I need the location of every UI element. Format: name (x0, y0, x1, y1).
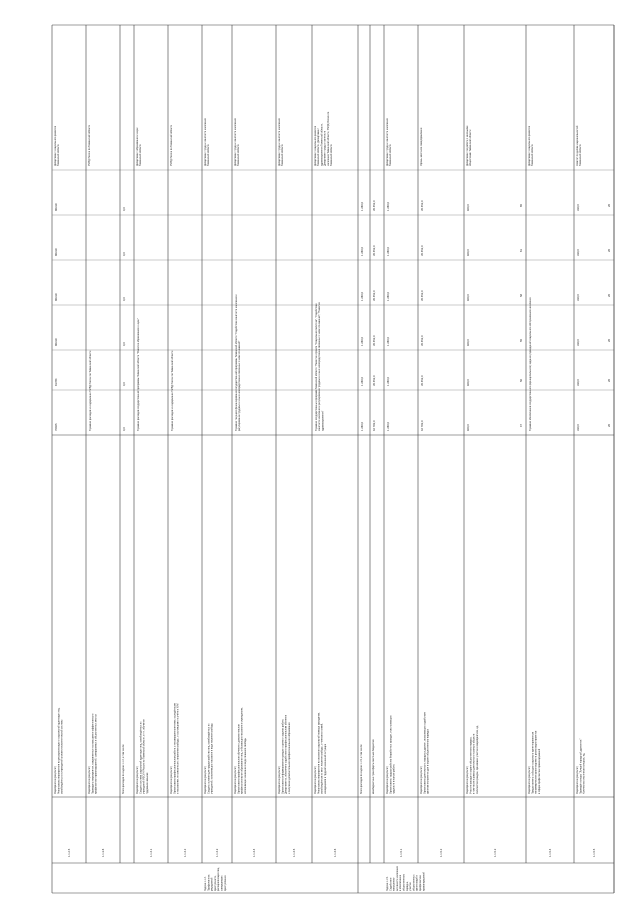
row-code: 1.1.2.5 (68, 848, 71, 857)
row-executor-line: Департамент социального развития (314, 125, 317, 166)
row-description-line: Организована профессиональная работа с несовершеннолетними, осуждёнными (173, 702, 177, 794)
row-description-line: профилактики правонарушений, совершаемых в общественных местах (94, 714, 98, 794)
row-description-line: Мероприятие (результат) (136, 766, 139, 794)
task-description-line: совершивших (220, 875, 224, 891)
row-executor-line: Департамент образования и науки (136, 127, 139, 166)
row-description-line: Мероприятие (результат) (170, 766, 173, 794)
row-description-line: Мероприятие (результат) (204, 766, 207, 794)
row-value: 86319 (55, 293, 58, 301)
row-code: 1.1.4.6 (334, 848, 337, 857)
row-value: 86319 (55, 203, 58, 211)
row-description-line: освобождённым из мест лишения свободы, и членам их семей, (320, 723, 324, 794)
row-span-text: В рамках расходов на содержание УМВД России по Тюменской области (171, 350, 174, 431)
row-code: 1.1.4.2 (184, 848, 187, 857)
row-value: 1 280,0 (361, 247, 364, 256)
row-count: 65 (520, 204, 523, 207)
row-description-line: Организовано информирование граждан о целях и задачах работы (281, 718, 285, 794)
row-count: 61 (520, 249, 523, 252)
row-executor-line: Тюменской области (281, 144, 285, 166)
row-value: 0,0 (123, 427, 126, 431)
row-description-line: Проведён конкурс "Лучший народный дружинник" (579, 738, 583, 794)
row-description-line: Мероприятие (результат) (234, 766, 237, 794)
row-description-line: Реализованы мероприятия по ресоциализации и социальной адаптации лиц, (57, 707, 61, 794)
row-executor-line: Тюменской области (389, 144, 393, 166)
task-description-line: Содействие (389, 877, 393, 891)
row-value: 1 280,0 (387, 202, 390, 211)
row-description-line: исполняющих наказание в виде лишения свободы (243, 737, 247, 794)
row-value: 86319 (55, 248, 58, 256)
row-description-line: Всего расходов по задаче 1.1.5, в том числе: (360, 744, 363, 794)
row-value: 0,0 (123, 382, 126, 386)
row-value: 81784 (55, 378, 58, 386)
row-value: 1 280,0 (361, 377, 364, 386)
row-value: 920,0 (467, 424, 470, 431)
row-description-line: Мероприятие (результат) (54, 766, 57, 794)
task-description-line: общественных (412, 874, 416, 891)
row-value: 0,0 (123, 297, 126, 301)
task-description-line: порядка, (405, 881, 409, 891)
row-value: 1 280,0 (361, 422, 364, 431)
row-count: 58 (520, 294, 523, 297)
row-code: 1.1.5.4 (549, 848, 552, 857)
row-span-text: В рамках расходов государственной программы Тюменской области "Развитие образования и науки" (137, 318, 140, 431)
row-value: 1 280,0 (387, 337, 390, 346)
row-description-line: Мероприятие (результат) (420, 766, 423, 794)
row-description-line: учреждений, исполняющих наказание в виде лишения свободы (210, 723, 214, 794)
row-value: 330,0 (577, 424, 580, 431)
row-executor-line: Тюменской области, Департамент (317, 128, 321, 166)
row-code: 1.1.5.3 (494, 848, 497, 857)
row-executor-line: Департамент труда и занятости населения (204, 118, 207, 166)
row-value: 1 280,0 (387, 377, 390, 386)
row-executor-line: УМВД России по Тюменской области (170, 124, 173, 166)
row-count: 50 (520, 379, 523, 382)
row-value: 330,0 (577, 294, 580, 301)
row-code: 1.1.4.3 (216, 848, 219, 857)
row-description-line: Реализованы мероприятия по оказанию социальной помощи гражданам, (317, 712, 321, 794)
row-executor-line: Комитет по делам национальностей (576, 125, 579, 166)
row-count: 55 (520, 339, 523, 342)
row-description-line: Департамента, обеспечено содействие в профессиональном обучении (284, 714, 288, 794)
row-value: 42 783,0 (373, 420, 376, 431)
row-value: 920,0 (467, 249, 470, 256)
row-executor-line: Департамент по работе с казачьими (466, 125, 469, 166)
task-description-line: преступления (223, 875, 227, 891)
row-description-line: Участие граждан в охране общественного порядка, (469, 736, 473, 794)
row-executor-line: Департамент труда и занятости населения (278, 118, 281, 166)
task-description-line: Задача 1.1.5. (386, 876, 389, 891)
row-code: 1.1.5.5 (593, 848, 596, 857)
row-description-line: освобождённых из учреждений уголовно-исполнительной системы (60, 719, 64, 794)
row-span-text: В рамках расходов на содержание УМВД России по Тюменской области (89, 350, 92, 431)
row-executor-line: обществами Тюменской области (469, 129, 473, 166)
row-executor-line: Департамент социального развития (528, 125, 531, 166)
row-executor-line: Тюменской области (579, 144, 583, 166)
row-count: 26 (608, 379, 611, 382)
row-executor-line: Тюменской области (330, 144, 333, 166)
row-value: 1 280,0 (361, 337, 364, 346)
task-description-line: Профилактика (207, 874, 211, 891)
row-value: 35 453,0 (373, 375, 376, 386)
row-description-line: Количество граждан, принявших участие в мероприятиях, ед. (475, 725, 479, 794)
row-description-line: в сфере профилактики правонарушений (537, 748, 541, 794)
row-code: 1.1.5.2 (440, 848, 443, 857)
row-description-line: профессиональное образование лиц, отбывающих наказание в учреждениях, (240, 707, 244, 794)
task-description-line: повышению (392, 877, 396, 891)
row-description-line: Организовано профессиональное обучение и дополнительное (237, 724, 241, 794)
task-description-line: правонарушений (422, 872, 426, 891)
row-description-line: находящимся в трудной жизненной ситуации (323, 743, 327, 794)
row-value: 0,0 (123, 342, 126, 346)
row-count: 47 (520, 424, 523, 427)
row-value: 86319 (55, 338, 58, 346)
row-value: 330,0 (577, 339, 580, 346)
row-value: 35 453,0 (421, 375, 424, 386)
row-count: 26 (608, 249, 611, 252)
task-description-line: участие (409, 882, 413, 891)
row-executor-line: Тюменской области (139, 144, 143, 166)
row-value: 35 453,0 (421, 290, 424, 301)
task-description-line: преступности, (213, 875, 217, 891)
row-description-line: в том числе в рамках деятельности казачьих обществ (472, 733, 476, 794)
row-executor-line: Тюменской области (237, 144, 241, 166)
row-description-line: органам внутренних дел в охране общественного порядка (426, 729, 430, 794)
row-description-line: Организована деятельность народных дружин, оказывающих содействие (423, 711, 427, 794)
row-value: 920,0 (467, 294, 470, 301)
row-description-line: Мероприятие (результат) (466, 766, 469, 794)
row-description-line: Предоставлены субсидии социально ориентированным (531, 731, 535, 794)
row-executor-line: Тюменской области (207, 144, 211, 166)
row-value: 1 280,0 (387, 422, 390, 431)
row-value: 330,0 (577, 204, 580, 211)
task-description-line: в обеспечении (399, 874, 403, 891)
row-value: 1 280,0 (387, 292, 390, 301)
row-value: 35 453,0 (421, 200, 424, 211)
row-description-line: учреждений УФСИН России по Тюменской области, в т.ч. обучение (142, 719, 146, 794)
row-description-line: Организованы трудоустройство безработных граждан, испытывающих (389, 715, 393, 794)
row-count: 26 (608, 424, 611, 427)
row-executor-line: Органы местного самоуправления (420, 127, 423, 166)
row-value: 70405 (55, 423, 58, 431)
row-value: 35 453,0 (373, 290, 376, 301)
row-value: 920,0 (467, 379, 470, 386)
row-description-line: Мероприятие (результат) (278, 766, 281, 794)
row-count: 26 (608, 204, 611, 207)
row-executor-line: Департамент труда и занятости (323, 130, 327, 166)
row-value: 920,0 (467, 339, 470, 346)
row-value: 35 453,0 (421, 335, 424, 346)
row-executor-line: Департамент социального развития (54, 125, 57, 166)
row-description-line: трудовым навыкам (145, 772, 149, 794)
row-description-line: межбюджетные трансферты местным бюджетам (372, 739, 375, 794)
row-executor-line: Департамент труда и занятости населения (234, 118, 237, 166)
row-description-line: Количество участников конкурса, ед. (582, 752, 586, 794)
row-description-line: к наказаниям, не связанным с лишением свободы, и состоящими на учёте в УИИ (176, 703, 180, 794)
row-value: 1 280,0 (361, 202, 364, 211)
task-description-line: Задача 1.1.4. (204, 876, 207, 891)
row-value: 42 783,0 (421, 420, 424, 431)
row-value: 920,0 (467, 204, 470, 211)
row-description-line: Созданы условия для трудоустройства лиц, освобождённых из (207, 723, 211, 794)
row-description-line: Мероприятие (результат) (88, 766, 91, 794)
row-executor-line: Тюменской области (57, 144, 61, 166)
row-description-line: Мероприятие (результат) (314, 766, 317, 794)
row-value: 1 280,0 (361, 292, 364, 301)
task-description-line: активности населения (395, 866, 399, 891)
row-value: 330,0 (577, 379, 580, 386)
task-description-line: организаций в (415, 875, 419, 891)
row-value: 0,0 (123, 252, 126, 256)
row-value: 330,0 (577, 249, 580, 256)
row-description-line: Создана система социальной адаптации лиц, освобождённых из (139, 721, 143, 794)
row-code: 1.1.5.1 (400, 848, 403, 857)
row-description-line: трудности в поиске работы (392, 763, 396, 794)
row-value: 1 280,0 (387, 247, 390, 256)
row-count: 26 (608, 294, 611, 297)
row-count: 26 (608, 339, 611, 342)
row-description-line: некоммерческим организациям на реализацию проектов (534, 730, 538, 794)
row-span-text: В рамках государственных программ Тюменской области "Развитие отрасли "Социальная политика", "Содействиезанятости населения и регулирование трудовых и иных непосредственно связанных с ними отношений", "Развитиездравоохранения" (315, 302, 325, 431)
row-executor-line: УМВД России по Тюменской области (88, 124, 91, 166)
row-code: 1.1.3.6 (102, 848, 105, 857)
row-description-line: и получении дополнительного профессионального образования (287, 722, 291, 794)
row-value: 35 453,0 (373, 245, 376, 256)
row-code: 1.1.4.1 (150, 848, 153, 857)
row-description-line: Мероприятие (результат) (528, 766, 531, 794)
row-value: 0,0 (123, 207, 126, 211)
task-description-line: рецидивной (210, 877, 214, 891)
task-description-line: ресоциализация лиц, (217, 867, 221, 891)
task-description-line: профилактике (419, 875, 422, 891)
row-executor-line: Тюменской области (531, 144, 535, 166)
row-value: 35 453,0 (421, 245, 424, 256)
row-code: 1.1.4.5 (293, 848, 296, 857)
task-description-line: общественного (402, 874, 406, 891)
row-description-line: Проведены мероприятия, направленные на повышение эффективности (91, 713, 95, 794)
row-value: 35 453,0 (373, 200, 376, 211)
row-executor-line: населения Тюменской области, УМВД России по (326, 111, 330, 166)
row-description-line: Мероприятие (результат) (576, 766, 579, 794)
row-description-line: Всего расходов по задаче 1.1.4, в том числе: (122, 744, 125, 794)
row-span-text: В рамках текущего финансирования государственной программы Тюменской области "Содействие занятости населения ирегулирование трудовых и иных непосредственно связанных с ними отношений" (235, 294, 242, 431)
row-executor-line: Департамент труда и занятости населения (386, 118, 389, 166)
row-executor-line: здравоохранения Тюменской области, (320, 123, 324, 166)
row-code: 1.1.4.4 (253, 848, 256, 857)
row-description-line: Мероприятие (результат) (386, 766, 389, 794)
row-value: 35 453,0 (373, 335, 376, 346)
row-span-text: В рамках обеспечения государственного (муниципального) задания учреждений социального обслуживания населения (529, 297, 532, 431)
